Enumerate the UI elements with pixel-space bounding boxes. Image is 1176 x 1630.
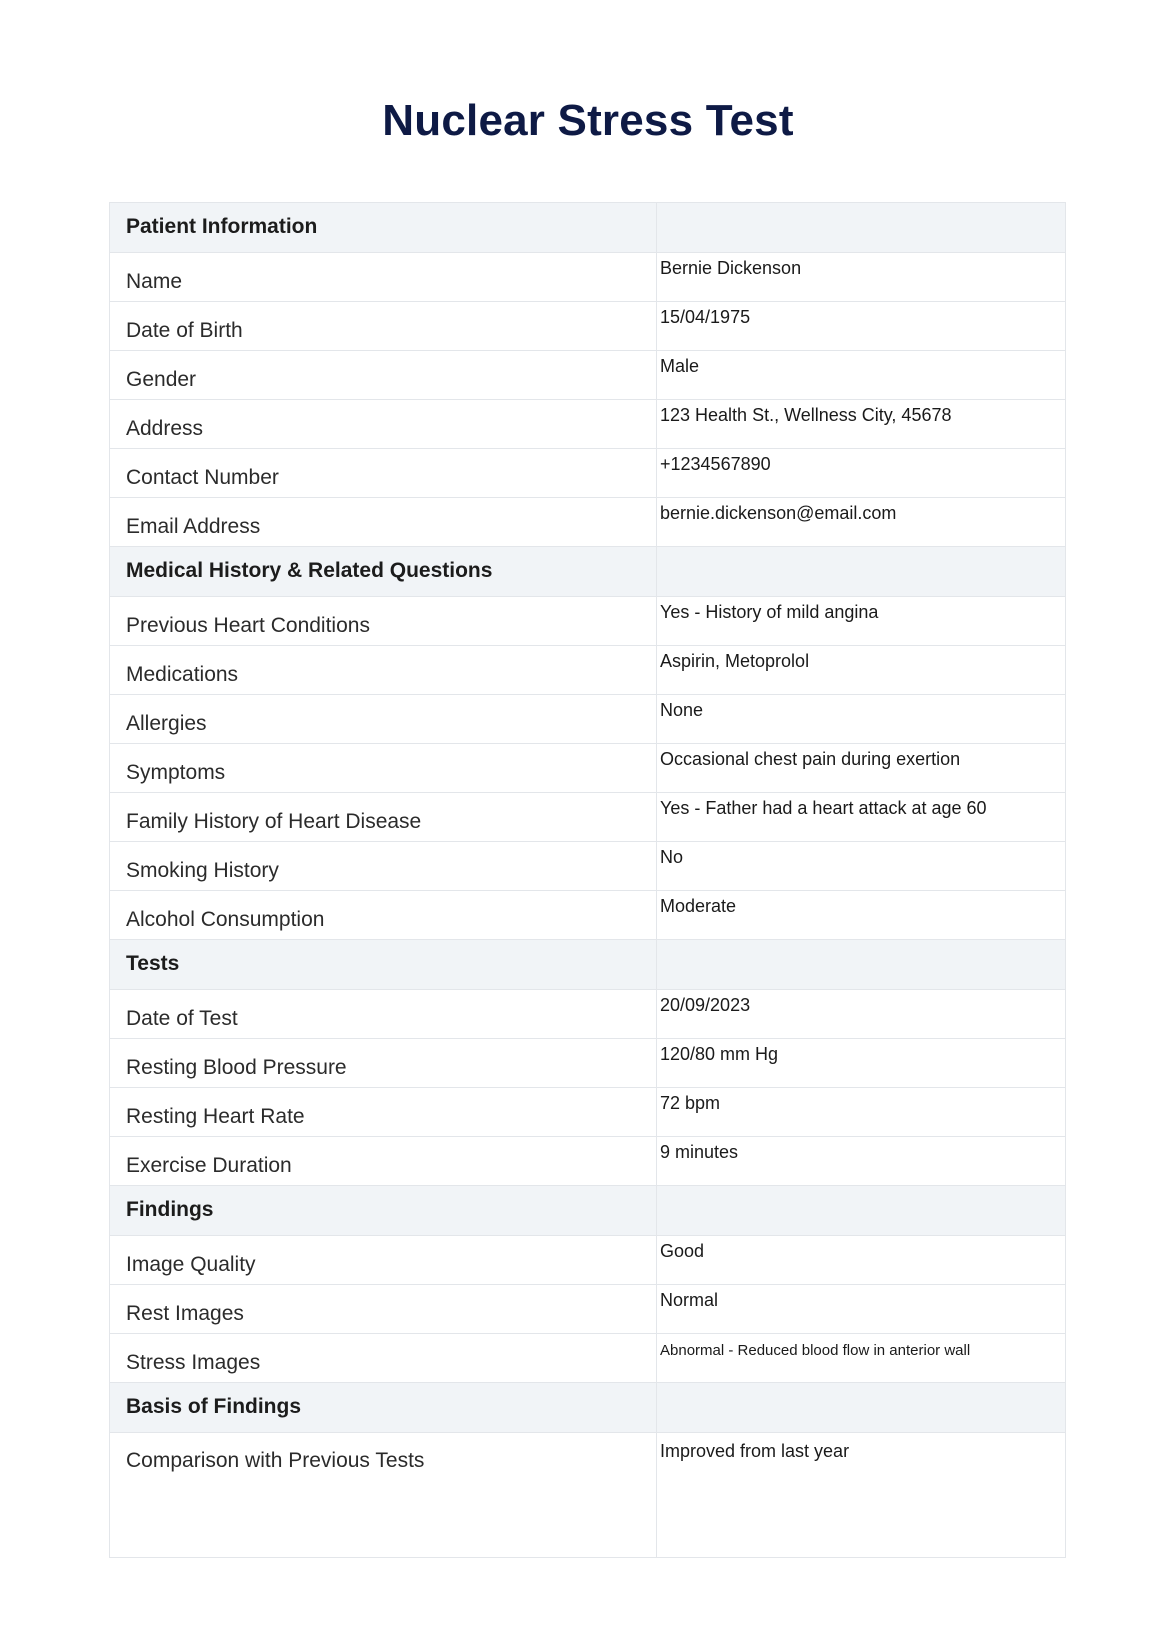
field-label: Comparison with Previous Tests bbox=[110, 1433, 657, 1558]
field-label: Image Quality bbox=[110, 1236, 657, 1285]
form-row-comparison-with-previous-tests bbox=[110, 1433, 1066, 1558]
form-row-resting-blood-pressure bbox=[110, 1039, 1066, 1088]
field-label: Stress Images bbox=[110, 1334, 657, 1383]
form-row-allergies bbox=[110, 695, 1066, 744]
field-label: Address bbox=[110, 400, 657, 449]
form-row-stress-images bbox=[110, 1334, 1066, 1383]
name-field[interactable]: Bernie Dickenson bbox=[657, 253, 1066, 302]
section-title: Patient Information bbox=[110, 203, 657, 253]
smoking-history-field[interactable]: No bbox=[657, 842, 1066, 891]
field-label: Previous Heart Conditions bbox=[110, 597, 657, 646]
field-label: Allergies bbox=[110, 695, 657, 744]
form-row-alcohol-consumption bbox=[110, 891, 1066, 940]
section-header-blank bbox=[657, 1383, 1066, 1433]
section-title: Findings bbox=[110, 1186, 657, 1236]
field-label: Medications bbox=[110, 646, 657, 695]
section-header-basis-of-findings bbox=[110, 1383, 1066, 1433]
field-label: Resting Heart Rate bbox=[110, 1088, 657, 1137]
form-row-family-history bbox=[110, 793, 1066, 842]
stress-images-field[interactable]: Abnormal - Reduced blood flow in anterior wall bbox=[657, 1334, 1066, 1383]
section-header-findings bbox=[110, 1186, 1066, 1236]
form-row-contact-number bbox=[110, 449, 1066, 498]
form-row-date-of-test bbox=[110, 990, 1066, 1039]
form-row-image-quality bbox=[110, 1236, 1066, 1285]
section-header-medical-history bbox=[110, 547, 1066, 597]
field-label: Resting Blood Pressure bbox=[110, 1039, 657, 1088]
resting-heart-rate-field[interactable]: 72 bpm bbox=[657, 1088, 1066, 1137]
rest-images-field[interactable]: Normal bbox=[657, 1285, 1066, 1334]
symptoms-field[interactable]: Occasional chest pain during exertion bbox=[657, 744, 1066, 793]
form-row-symptoms bbox=[110, 744, 1066, 793]
date-of-birth-field[interactable]: 15/04/1975 bbox=[657, 302, 1066, 351]
allergies-field[interactable]: None bbox=[657, 695, 1066, 744]
family-history-field[interactable]: Yes - Father had a heart attack at age 60 bbox=[657, 793, 1066, 842]
form-row-date-of-birth bbox=[110, 302, 1066, 351]
contact-number-field[interactable]: +1234567890 bbox=[657, 449, 1066, 498]
field-label: Name bbox=[110, 253, 657, 302]
comparison-with-previous-tests-field[interactable]: Improved from last year bbox=[657, 1433, 1066, 1558]
field-label: Email Address bbox=[110, 498, 657, 547]
section-title: Tests bbox=[110, 940, 657, 990]
form-row-gender bbox=[110, 351, 1066, 400]
field-label: Family History of Heart Disease bbox=[110, 793, 657, 842]
section-header-blank bbox=[657, 547, 1066, 597]
section-header-blank bbox=[657, 1186, 1066, 1236]
stress-test-form bbox=[109, 202, 1066, 1558]
field-label: Exercise Duration bbox=[110, 1137, 657, 1186]
section-header-patient-information bbox=[110, 203, 1066, 253]
section-header-blank bbox=[657, 203, 1066, 253]
address-field[interactable]: 123 Health St., Wellness City, 45678 bbox=[657, 400, 1066, 449]
form-row-address bbox=[110, 400, 1066, 449]
field-label: Alcohol Consumption bbox=[110, 891, 657, 940]
field-label: Contact Number bbox=[110, 449, 657, 498]
form-row-rest-images bbox=[110, 1285, 1066, 1334]
section-title: Medical History & Related Questions bbox=[110, 547, 657, 597]
section-header-tests bbox=[110, 940, 1066, 990]
email-address-field[interactable]: bernie.dickenson@email.com bbox=[657, 498, 1066, 547]
medications-field[interactable]: Aspirin, Metoprolol bbox=[657, 646, 1066, 695]
section-header-blank bbox=[657, 940, 1066, 990]
exercise-duration-field[interactable]: 9 minutes bbox=[657, 1137, 1066, 1186]
form-row-email-address bbox=[110, 498, 1066, 547]
resting-blood-pressure-field[interactable]: 120/80 mm Hg bbox=[657, 1039, 1066, 1088]
field-label: Date of Birth bbox=[110, 302, 657, 351]
image-quality-field[interactable]: Good bbox=[657, 1236, 1066, 1285]
section-title: Basis of Findings bbox=[110, 1383, 657, 1433]
previous-heart-conditions-field[interactable]: Yes - History of mild angina bbox=[657, 597, 1066, 646]
form-row-previous-heart-conditions bbox=[110, 597, 1066, 646]
field-label: Rest Images bbox=[110, 1285, 657, 1334]
field-label: Symptoms bbox=[110, 744, 657, 793]
gender-field[interactable]: Male bbox=[657, 351, 1066, 400]
form-row-exercise-duration bbox=[110, 1137, 1066, 1186]
field-label: Gender bbox=[110, 351, 657, 400]
field-label: Smoking History bbox=[110, 842, 657, 891]
date-of-test-field[interactable]: 20/09/2023 bbox=[657, 990, 1066, 1039]
field-label: Date of Test bbox=[110, 990, 657, 1039]
form-row-name bbox=[110, 253, 1066, 302]
form-row-resting-heart-rate bbox=[110, 1088, 1066, 1137]
form-row-medications bbox=[110, 646, 1066, 695]
form-row-smoking-history bbox=[110, 842, 1066, 891]
page-title: Nuclear Stress Test bbox=[382, 96, 794, 145]
alcohol-consumption-field[interactable]: Moderate bbox=[657, 891, 1066, 940]
